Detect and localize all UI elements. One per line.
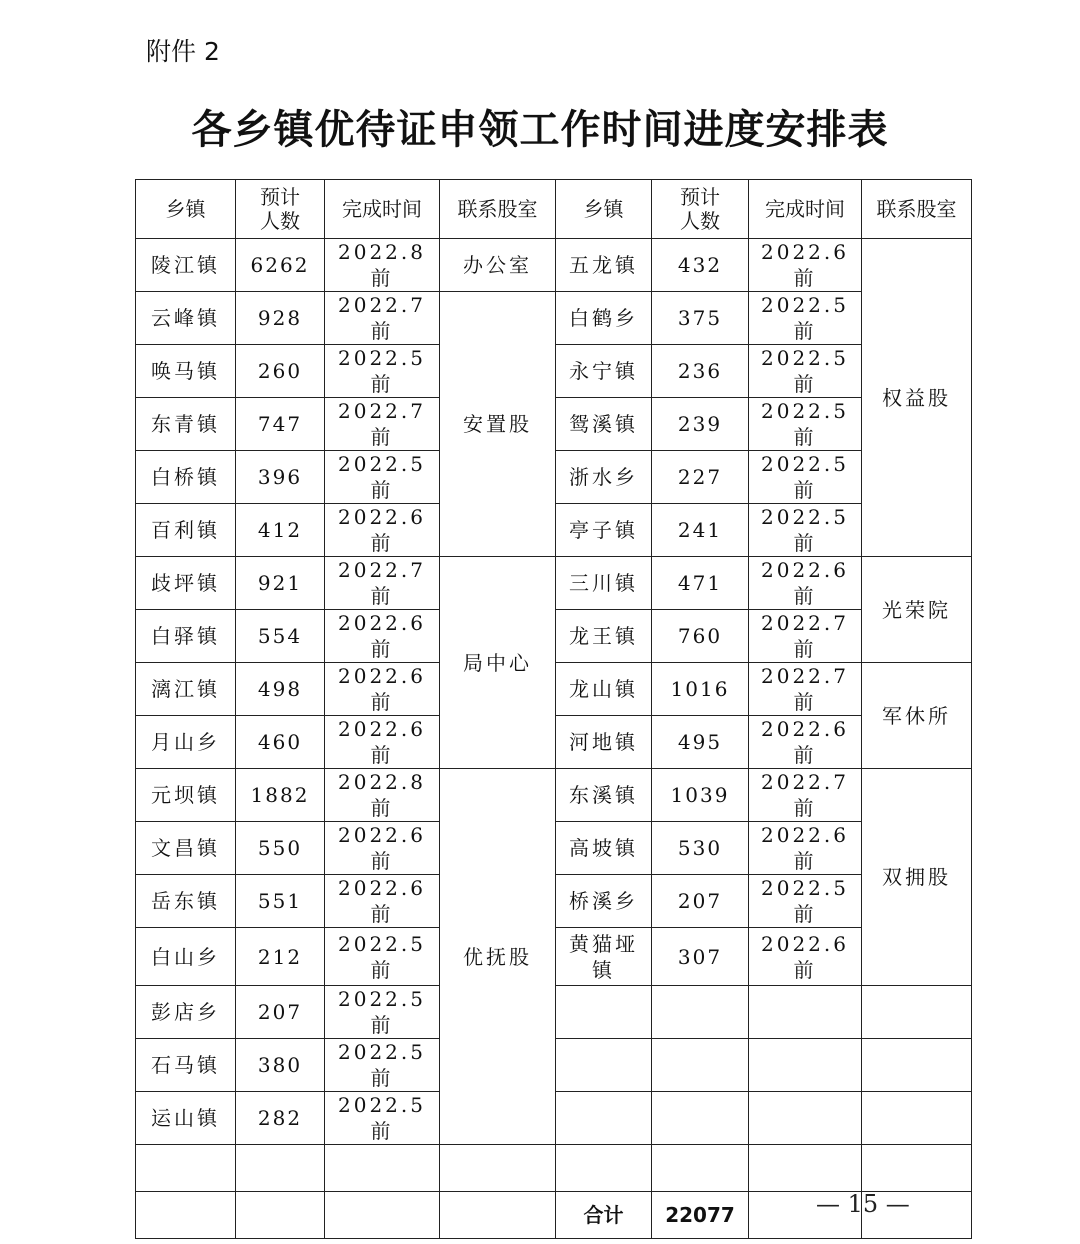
header-count bbox=[236, 180, 325, 239]
empty-cell bbox=[652, 1039, 749, 1092]
township-cell: 浙水乡 bbox=[556, 451, 652, 504]
township-cell: 元坝镇 bbox=[136, 769, 236, 822]
time-cell: 2022.5 前 bbox=[749, 292, 862, 345]
header-township: 乡镇 bbox=[556, 180, 652, 239]
empty-cell bbox=[325, 1192, 440, 1239]
header-count-line2: 人数 bbox=[260, 209, 300, 233]
count-cell: 495 bbox=[652, 716, 749, 769]
time-cell: 2022.6 前 bbox=[325, 822, 440, 875]
count-cell: 207 bbox=[652, 875, 749, 928]
township-cell: 东青镇 bbox=[136, 398, 236, 451]
time-cell: 2022.6 前 bbox=[749, 928, 862, 986]
header-time: 完成时间 bbox=[325, 180, 440, 239]
township-cell: 龙山镇 bbox=[556, 663, 652, 716]
page-number: — 15 — bbox=[816, 1190, 910, 1218]
township-cell: 彭店乡 bbox=[136, 986, 236, 1039]
count-cell: 227 bbox=[652, 451, 749, 504]
empty-cell bbox=[556, 1145, 652, 1192]
township-cell: 龙王镇 bbox=[556, 610, 652, 663]
township-cell: 文昌镇 bbox=[136, 822, 236, 875]
empty-cell bbox=[236, 1192, 325, 1239]
township-cell: 桥溪乡 bbox=[556, 875, 652, 928]
count-cell: 1882 bbox=[236, 769, 325, 822]
time-cell: 2022.6 前 bbox=[325, 610, 440, 663]
township-cell: 白鹤乡 bbox=[556, 292, 652, 345]
count-cell: 396 bbox=[236, 451, 325, 504]
page-title: 各乡镇优待证申领工作时间进度安排表 bbox=[191, 106, 889, 153]
empty-cell bbox=[652, 986, 749, 1039]
empty-cell bbox=[440, 1145, 556, 1192]
header-count-line1: 预计 bbox=[680, 185, 720, 209]
time-cell: 2022.7 前 bbox=[749, 769, 862, 822]
time-cell: 2022.5 前 bbox=[325, 1092, 440, 1145]
count-cell: 551 bbox=[236, 875, 325, 928]
time-cell: 2022.6 前 bbox=[749, 557, 862, 610]
count-cell: 928 bbox=[236, 292, 325, 345]
time-cell: 2022.5 前 bbox=[749, 398, 862, 451]
township-cell: 高坡镇 bbox=[556, 822, 652, 875]
time-cell: 2022.7 前 bbox=[325, 557, 440, 610]
count-cell: 921 bbox=[236, 557, 325, 610]
office-cell: 办公室 bbox=[440, 239, 556, 292]
township-cell: 运山镇 bbox=[136, 1092, 236, 1145]
count-cell: 239 bbox=[652, 398, 749, 451]
office-cell: 权益股 bbox=[862, 239, 972, 557]
township-cell: 白山乡 bbox=[136, 928, 236, 986]
total-label: 合计 bbox=[556, 1192, 652, 1239]
time-cell: 2022.6 前 bbox=[325, 663, 440, 716]
header-office: 联系股室 bbox=[862, 180, 972, 239]
time-cell: 2022.7 前 bbox=[325, 292, 440, 345]
count-cell: 530 bbox=[652, 822, 749, 875]
empty-cell bbox=[749, 1039, 862, 1092]
time-cell: 2022.8 前 bbox=[325, 239, 440, 292]
table-row bbox=[136, 557, 972, 610]
header-office: 联系股室 bbox=[440, 180, 556, 239]
count-cell: 432 bbox=[652, 239, 749, 292]
township-cell: 东溪镇 bbox=[556, 769, 652, 822]
office-cell: 军休所 bbox=[862, 663, 972, 769]
empty-cell bbox=[862, 1092, 972, 1145]
count-cell: 1016 bbox=[652, 663, 749, 716]
township-cell: 石马镇 bbox=[136, 1039, 236, 1092]
empty-cell bbox=[136, 1145, 236, 1192]
township-cell: 岳东镇 bbox=[136, 875, 236, 928]
time-cell: 2022.5 前 bbox=[749, 504, 862, 557]
office-cell: 双拥股 bbox=[862, 769, 972, 986]
township-cell: 三川镇 bbox=[556, 557, 652, 610]
township-cell bbox=[556, 928, 652, 986]
attachment-label: 附件 2 bbox=[146, 37, 220, 66]
township-cell: 歧坪镇 bbox=[136, 557, 236, 610]
township-cell: 月山乡 bbox=[136, 716, 236, 769]
count-cell: 1039 bbox=[652, 769, 749, 822]
count-cell: 498 bbox=[236, 663, 325, 716]
township-cell: 河地镇 bbox=[556, 716, 652, 769]
empty-cell bbox=[236, 1145, 325, 1192]
table-row bbox=[136, 239, 972, 292]
township-cell: 永宁镇 bbox=[556, 345, 652, 398]
empty-cell bbox=[862, 1145, 972, 1192]
count-cell: 550 bbox=[236, 822, 325, 875]
empty-cell bbox=[556, 986, 652, 1039]
table-row bbox=[136, 1145, 972, 1192]
count-cell: 241 bbox=[652, 504, 749, 557]
time-cell: 2022.5 前 bbox=[749, 451, 862, 504]
count-cell: 760 bbox=[652, 610, 749, 663]
empty-cell bbox=[440, 1192, 556, 1239]
empty-cell bbox=[652, 1145, 749, 1192]
empty-cell bbox=[136, 1192, 236, 1239]
total-value: 22077 bbox=[652, 1192, 749, 1239]
time-cell: 2022.6 前 bbox=[325, 716, 440, 769]
header-count-line2: 人数 bbox=[680, 209, 720, 233]
township-cell: 百利镇 bbox=[136, 504, 236, 557]
township-cell: 云峰镇 bbox=[136, 292, 236, 345]
empty-cell bbox=[749, 1145, 862, 1192]
office-cell: 安置股 bbox=[440, 292, 556, 557]
count-cell: 207 bbox=[236, 986, 325, 1039]
time-cell: 2022.6 前 bbox=[749, 716, 862, 769]
count-cell: 460 bbox=[236, 716, 325, 769]
table-row bbox=[136, 292, 972, 345]
time-cell: 2022.5 前 bbox=[749, 875, 862, 928]
count-cell: 260 bbox=[236, 345, 325, 398]
count-cell: 380 bbox=[236, 1039, 325, 1092]
count-cell: 212 bbox=[236, 928, 325, 986]
empty-cell bbox=[652, 1092, 749, 1145]
empty-cell bbox=[556, 1039, 652, 1092]
count-cell: 747 bbox=[236, 398, 325, 451]
schedule-table bbox=[135, 179, 972, 1239]
empty-cell bbox=[749, 986, 862, 1039]
time-cell: 2022.5 前 bbox=[325, 986, 440, 1039]
time-cell: 2022.8 前 bbox=[325, 769, 440, 822]
time-cell: 2022.5 前 bbox=[325, 451, 440, 504]
count-cell: 6262 bbox=[236, 239, 325, 292]
empty-cell bbox=[325, 1145, 440, 1192]
count-cell: 471 bbox=[652, 557, 749, 610]
township-line2: 镇 bbox=[592, 957, 615, 982]
count-cell: 412 bbox=[236, 504, 325, 557]
header-count-line1: 预计 bbox=[260, 185, 300, 209]
empty-cell bbox=[862, 1039, 972, 1092]
empty-cell bbox=[556, 1092, 652, 1145]
count-cell: 282 bbox=[236, 1092, 325, 1145]
township-cell: 亭子镇 bbox=[556, 504, 652, 557]
township-cell: 漓江镇 bbox=[136, 663, 236, 716]
header-count bbox=[652, 180, 749, 239]
header-row bbox=[136, 180, 972, 239]
office-cell: 光荣院 bbox=[862, 557, 972, 663]
table-row bbox=[136, 769, 972, 822]
count-cell: 375 bbox=[652, 292, 749, 345]
time-cell: 2022.6 前 bbox=[325, 504, 440, 557]
time-cell: 2022.6 前 bbox=[325, 875, 440, 928]
township-line1: 黄猫垭 bbox=[569, 931, 638, 956]
township-cell: 唤马镇 bbox=[136, 345, 236, 398]
township-cell: 鸳溪镇 bbox=[556, 398, 652, 451]
time-cell: 2022.7 前 bbox=[749, 610, 862, 663]
township-cell: 白驿镇 bbox=[136, 610, 236, 663]
township-cell: 五龙镇 bbox=[556, 239, 652, 292]
empty-cell bbox=[862, 986, 972, 1039]
time-cell: 2022.5 前 bbox=[325, 928, 440, 986]
township-cell: 陵江镇 bbox=[136, 239, 236, 292]
office-cell: 优抚股 bbox=[440, 769, 556, 1145]
time-cell: 2022.5 前 bbox=[325, 345, 440, 398]
township-cell: 白桥镇 bbox=[136, 451, 236, 504]
time-cell: 2022.5 前 bbox=[749, 345, 862, 398]
time-cell: 2022.6 前 bbox=[749, 239, 862, 292]
time-cell: 2022.7 前 bbox=[749, 663, 862, 716]
header-township: 乡镇 bbox=[136, 180, 236, 239]
time-cell: 2022.6 前 bbox=[749, 822, 862, 875]
time-cell: 2022.5 前 bbox=[325, 1039, 440, 1092]
header-time: 完成时间 bbox=[749, 180, 862, 239]
count-cell: 236 bbox=[652, 345, 749, 398]
office-cell: 局中心 bbox=[440, 557, 556, 769]
time-cell: 2022.7 前 bbox=[325, 398, 440, 451]
count-cell: 554 bbox=[236, 610, 325, 663]
count-cell: 307 bbox=[652, 928, 749, 986]
empty-cell bbox=[749, 1092, 862, 1145]
